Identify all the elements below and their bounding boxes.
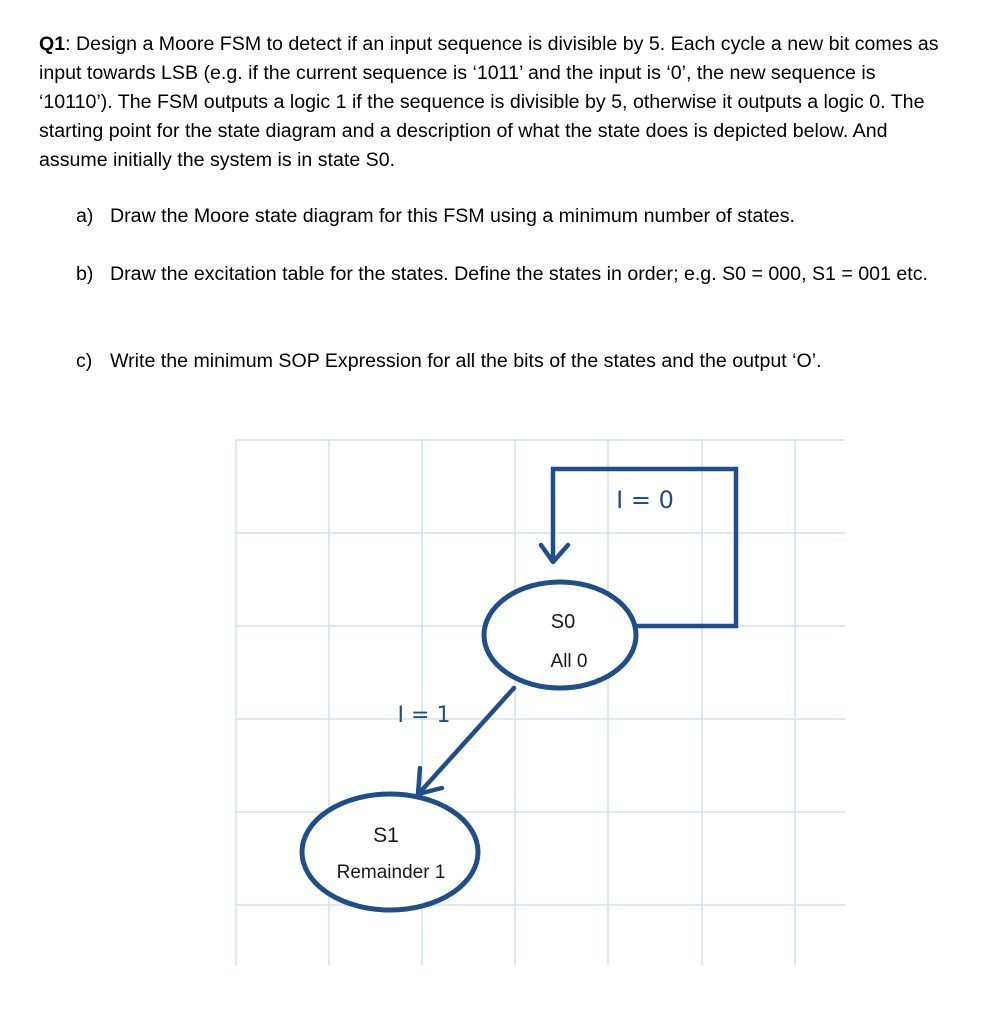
transition-label-i0: I = 0 [616, 486, 674, 514]
state-s0-circle [484, 582, 636, 688]
state-s0-name: S0 [550, 611, 576, 633]
part-c-label: c) [76, 350, 93, 372]
state-s0-description: All 0 [550, 651, 588, 672]
part-b-text: Draw the excitation table for the states. Define the states in order; e.g. S0 = 000, S1 = 001 etc. [110, 263, 928, 285]
state-s1-description: Remainder 1 [336, 862, 446, 883]
transition-label-i1: I = 1 [397, 703, 451, 728]
state-s1-circle [302, 794, 478, 910]
question-number: Q1 [39, 33, 66, 55]
part-c-text: Write the minimum SOP Expression for all the bits of the states and the output ‘O’. [110, 350, 822, 372]
part-a-text: Draw the Moore state diagram for this FSM using a minimum number of states. [110, 205, 795, 227]
state-s1-name: S1 [373, 824, 399, 847]
part-b-label: b) [76, 263, 94, 285]
question-body: : Design a Moore FSM to detect if an input sequence is divisible by 5. Each cycle a new bit comes as input towards LSB (e.g. if the current sequence is ‘1011’ and the input is ‘0’, the new sequence is ‘10110’). The FSM outputs a logic 1 if the sequence is divisible by 5, otherwise it outputs a logic 0. The starting point for the state diagram and a description of what the state does is depicted below. And assume initially the system is in state S0. [39, 33, 939, 171]
part-a-label: a) [76, 205, 94, 227]
